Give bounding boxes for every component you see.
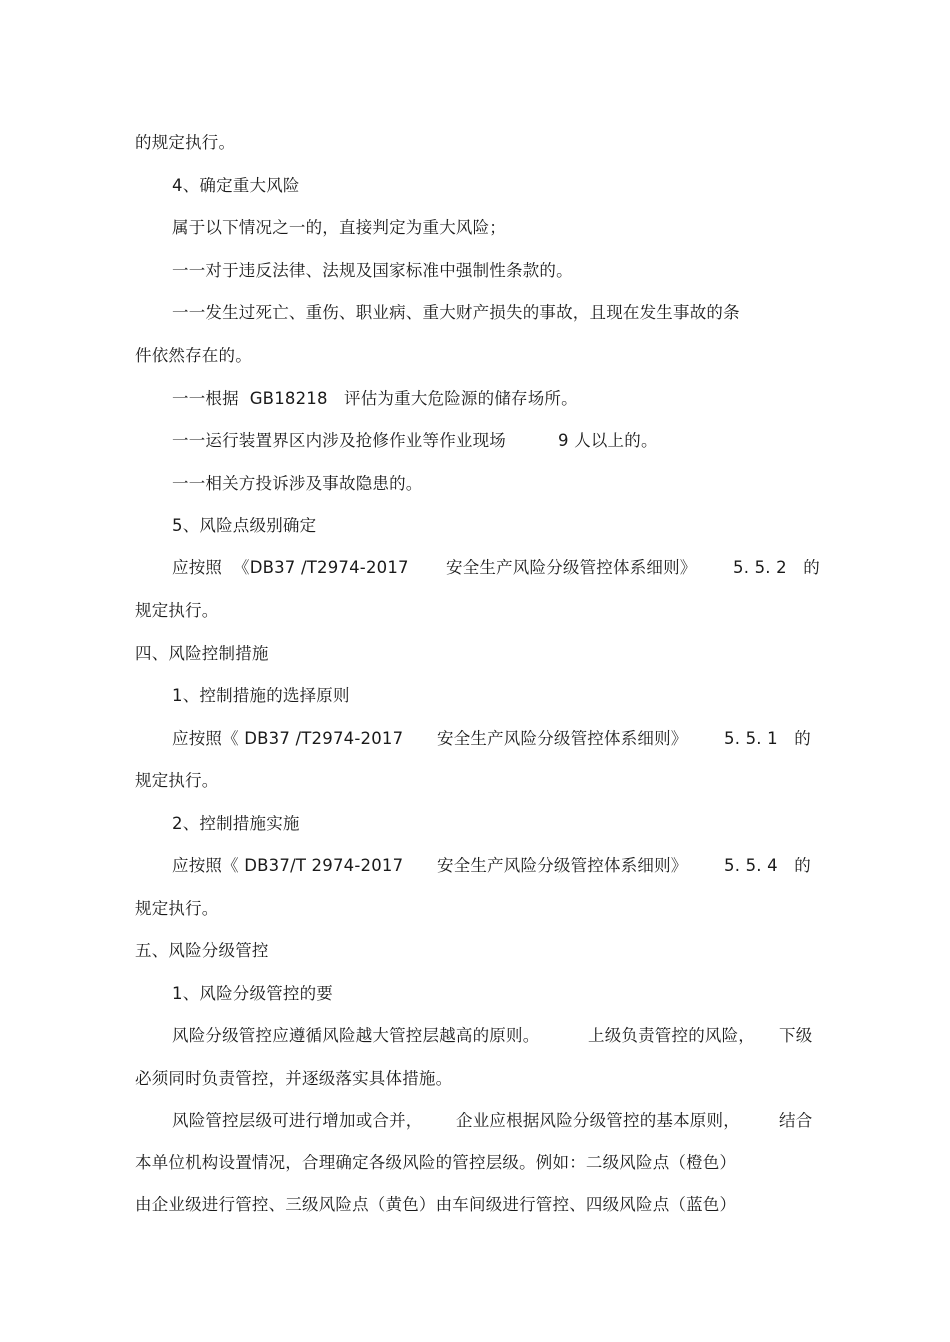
list-item: 一一根据 GB18218 评估为重大危险源的储存场所。 [172,389,578,408]
text-fragment: 5. 5. 2 的 [733,558,820,577]
text-fragment: 上级负责管控的风险， [588,1026,755,1045]
list-item: 一一对于违反法律、法规及国家标准中强制性条款的。 [172,261,573,280]
text-line: 应按照《 DB37/T 2974-2017 [172,856,404,875]
section-heading: 1、控制措施的选择原则 [172,686,350,705]
text-fragment: 安全生产风险分级管控体系细则》 [437,856,688,875]
text-line: 规定执行。 [135,771,219,790]
text-line: 应按照《 DB37 /T2974-2017 [172,729,404,748]
text-line: 规定执行。 [135,601,219,620]
chapter-heading: 四、风险控制措施 [135,644,269,663]
text-fragment: 下级 [779,1026,813,1045]
text-fragment: 9 人以上的。 [558,431,658,450]
text-line: 规定执行。 [135,899,219,918]
text-fragment: 企业应根据风险分级管控的基本原则， [456,1111,740,1130]
text-line: 应按照 《DB37 /T2974-2017 [172,558,409,577]
text-fragment: 5. 5. 4 的 [724,856,811,875]
text-fragment: 结合 [779,1111,813,1130]
section-heading: 1、风险分级管控的要 [172,984,333,1003]
section-heading: 5、风险点级别确定 [172,516,317,535]
list-item: 一一发生过死亡、重伤、职业病、重大财产损失的事故，且现在发生事故的条 [172,303,740,322]
text-line: 风险管控层级可进行增加或合并， [172,1111,423,1130]
text-line: 的规定执行。 [135,133,236,152]
text-line: 风险分级管控应遵循风险越大管控层越高的原则。 [172,1026,540,1045]
text-line: 由企业级进行管控、三级风险点（黄色）由车间级进行管控、四级风险点（蓝色） [135,1195,737,1214]
text-line: 必须同时负责管控，并逐级落实具体措施。 [135,1069,453,1088]
section-heading: 2、控制措施实施 [172,814,300,833]
text-line: 本单位机构设置情况，合理确定各级风险的管控层级。例如：二级风险点（橙色） [135,1153,737,1172]
list-item: 一一运行装置界区内涉及抢修作业等作业现场 [172,431,506,450]
text-fragment: 安全生产风险分级管控体系细则》 [437,729,688,748]
chapter-heading: 五、风险分级管控 [135,941,269,960]
text-line: 属于以下情况之一的，直接判定为重大风险； [172,218,506,237]
text-line: 件依然存在的。 [135,346,252,365]
text-fragment: 5. 5. 1 的 [724,729,811,748]
list-item: 一一相关方投诉涉及事故隐患的。 [172,474,423,493]
text-fragment: 安全生产风险分级管控体系细则》 [446,558,697,577]
section-heading: 4、确定重大风险 [172,176,300,195]
